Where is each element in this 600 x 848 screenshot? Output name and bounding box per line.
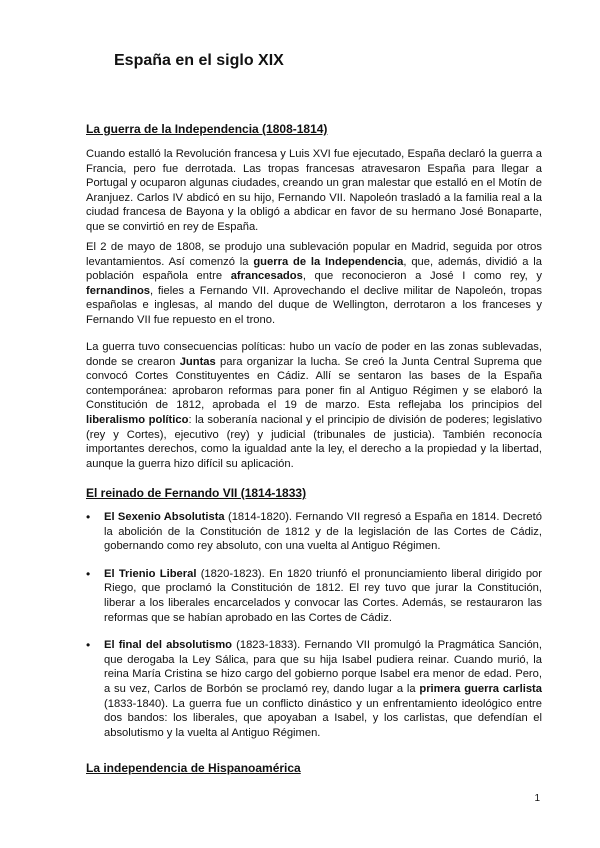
- bullet-list-fernando: [86, 510, 542, 753]
- bold-term-afrancesados: afrancesados: [230, 270, 303, 283]
- list-item-sexenio: [86, 510, 542, 554]
- bold-term-juntas: Juntas: [179, 355, 216, 368]
- bullet-icon: •: [86, 566, 91, 581]
- bold-term-guerra-independencia: guerra de la Independencia: [253, 255, 404, 268]
- bold-term: El Sexenio Absolutista: [104, 511, 225, 523]
- bold-term-primera-guerra-carlista: primera guerra carlista: [419, 682, 543, 695]
- list-item-final-absolutismo: [86, 638, 542, 740]
- section-heading-hispanoamerica: La independencia de Hispanoamérica: [86, 761, 301, 775]
- text-run: , que, además, dividió a la población española entre: [86, 255, 543, 283]
- bullet-icon: •: [86, 638, 91, 653]
- paragraph-independencia-2: [86, 240, 542, 328]
- text-run: (1814-1820). Fernando VII regresó a España en 1814. Decretó la abolición de la Constitución de 1812 y de la legislación de las Cortes de Cádiz, gobernando como rey absoluto, con una vuelta al Antiguo Régimen.: [104, 511, 542, 553]
- text-run: : la soberanía nacional y el principio de división de poderes; legislativo (rey y Cortes), ejecutivo (rey) y judicial (tribunales de justicia). También reconocía importantes derechos, como la igualdad ante la ley, el derecho a la propiedad y la libertad, aunque la guerra hizo difícil su aplicación.: [86, 413, 543, 470]
- page-title: España en el siglo XIX: [114, 52, 284, 69]
- text-run: , que reconocieron a José I como rey, y: [302, 270, 542, 283]
- section-heading-fernando: El reinado de Fernando VII (1814-1833): [86, 486, 307, 500]
- text-run: (1823-1833). Fernando VII promulgó la Pragmática Sanción, que derogaba la Ley Sálica, para que su hija Isabel pudiera reinar. Cuando murió, la reina María Cristina se hizo cargo del gobierno porque Isabel era menor de edad. Pero, a su vez, Carlos de Borbón se proclamó rey, dando lugar a la: [104, 639, 543, 695]
- bullet-icon: •: [86, 510, 91, 524]
- paragraph-independencia-1: Cuando estalló la Revolución francesa y Luis XVI fue ejecutado, España declaró la guerra a Francia, pero fue derrotada. Las tropas francesas atravesaron España para llegar a Portugal y ocuparon algunas ciudades, creando un gran malestar que estalló en el Motín de Aranjuez. Carlos IV abdicó en su hijo, Fernando VII. Napoleón trasladó a la familia real a la ciudad francesa de Bayona y la obligó a abdicar en favor de su hermano José Bonaparte, que se convirtió en rey de España.: [86, 148, 542, 233]
- text-run: La guerra tuvo consecuencias políticas: hubo un vacío de poder en las zonas sublevadas, donde se crearon: [86, 341, 542, 368]
- text-run: (1833-1840). La guerra fue un conflicto dinástico y un enfrentamiento ideológico entre dos bandos: los liberales, que apoyaban a Isabel, y los carlistas, que defendían el absolutismo y la vuelta al Antiguo Régimen.: [104, 697, 542, 739]
- bold-term-fernandinos: fernandinos: [86, 284, 151, 297]
- bold-term: El Trienio Liberal: [104, 567, 197, 580]
- list-item-trienio: [86, 567, 542, 625]
- bold-term: El final del absolutismo: [104, 639, 233, 652]
- bold-term-liberalismo-politico: liberalismo político: [86, 413, 189, 426]
- text-run: para organizar la lucha. Se creó la Junta Central Suprema que convocó Cortes Constituyentes en Cádiz. Allí se sentaron las bases de la España contemporánea: aprobaron reformas para poner fin al Antiguo Régimen y se elaboró la Constitución de 1812, aprobada el 19 de marzo. Esta reflejaba los principios del: [86, 355, 542, 412]
- text-run: (1820-1823). En 1820 triunfó el pronunciamiento liberal dirigido por Riego, que proclamó la Constitución de 1812. El rey tuvo que jurar la Constitución, liberar a los liberales encarcelados y convocar las Cortes. Además, se restauraron las reformas que se habían aprobado en las Cortes de Cádiz.: [104, 567, 542, 624]
- section-heading-independencia: La guerra de la Independencia (1808-1814): [86, 122, 328, 136]
- paragraph-independencia-3: [86, 340, 542, 471]
- text-run: , fieles a Fernando VII. Aprovechando el declive militar de Napoleón, tropas españolas e inglesas, al mando del duque de Wellington, derrotaron a los franceses y Fernando VII fue repuesto en el trono.: [86, 284, 542, 326]
- text-run: El 2 de mayo de 1808, se produjo una sublevación popular en Madrid, seguida por otros levantamientos. Así comenzó la: [86, 241, 542, 268]
- page-number: 1: [534, 793, 540, 804]
